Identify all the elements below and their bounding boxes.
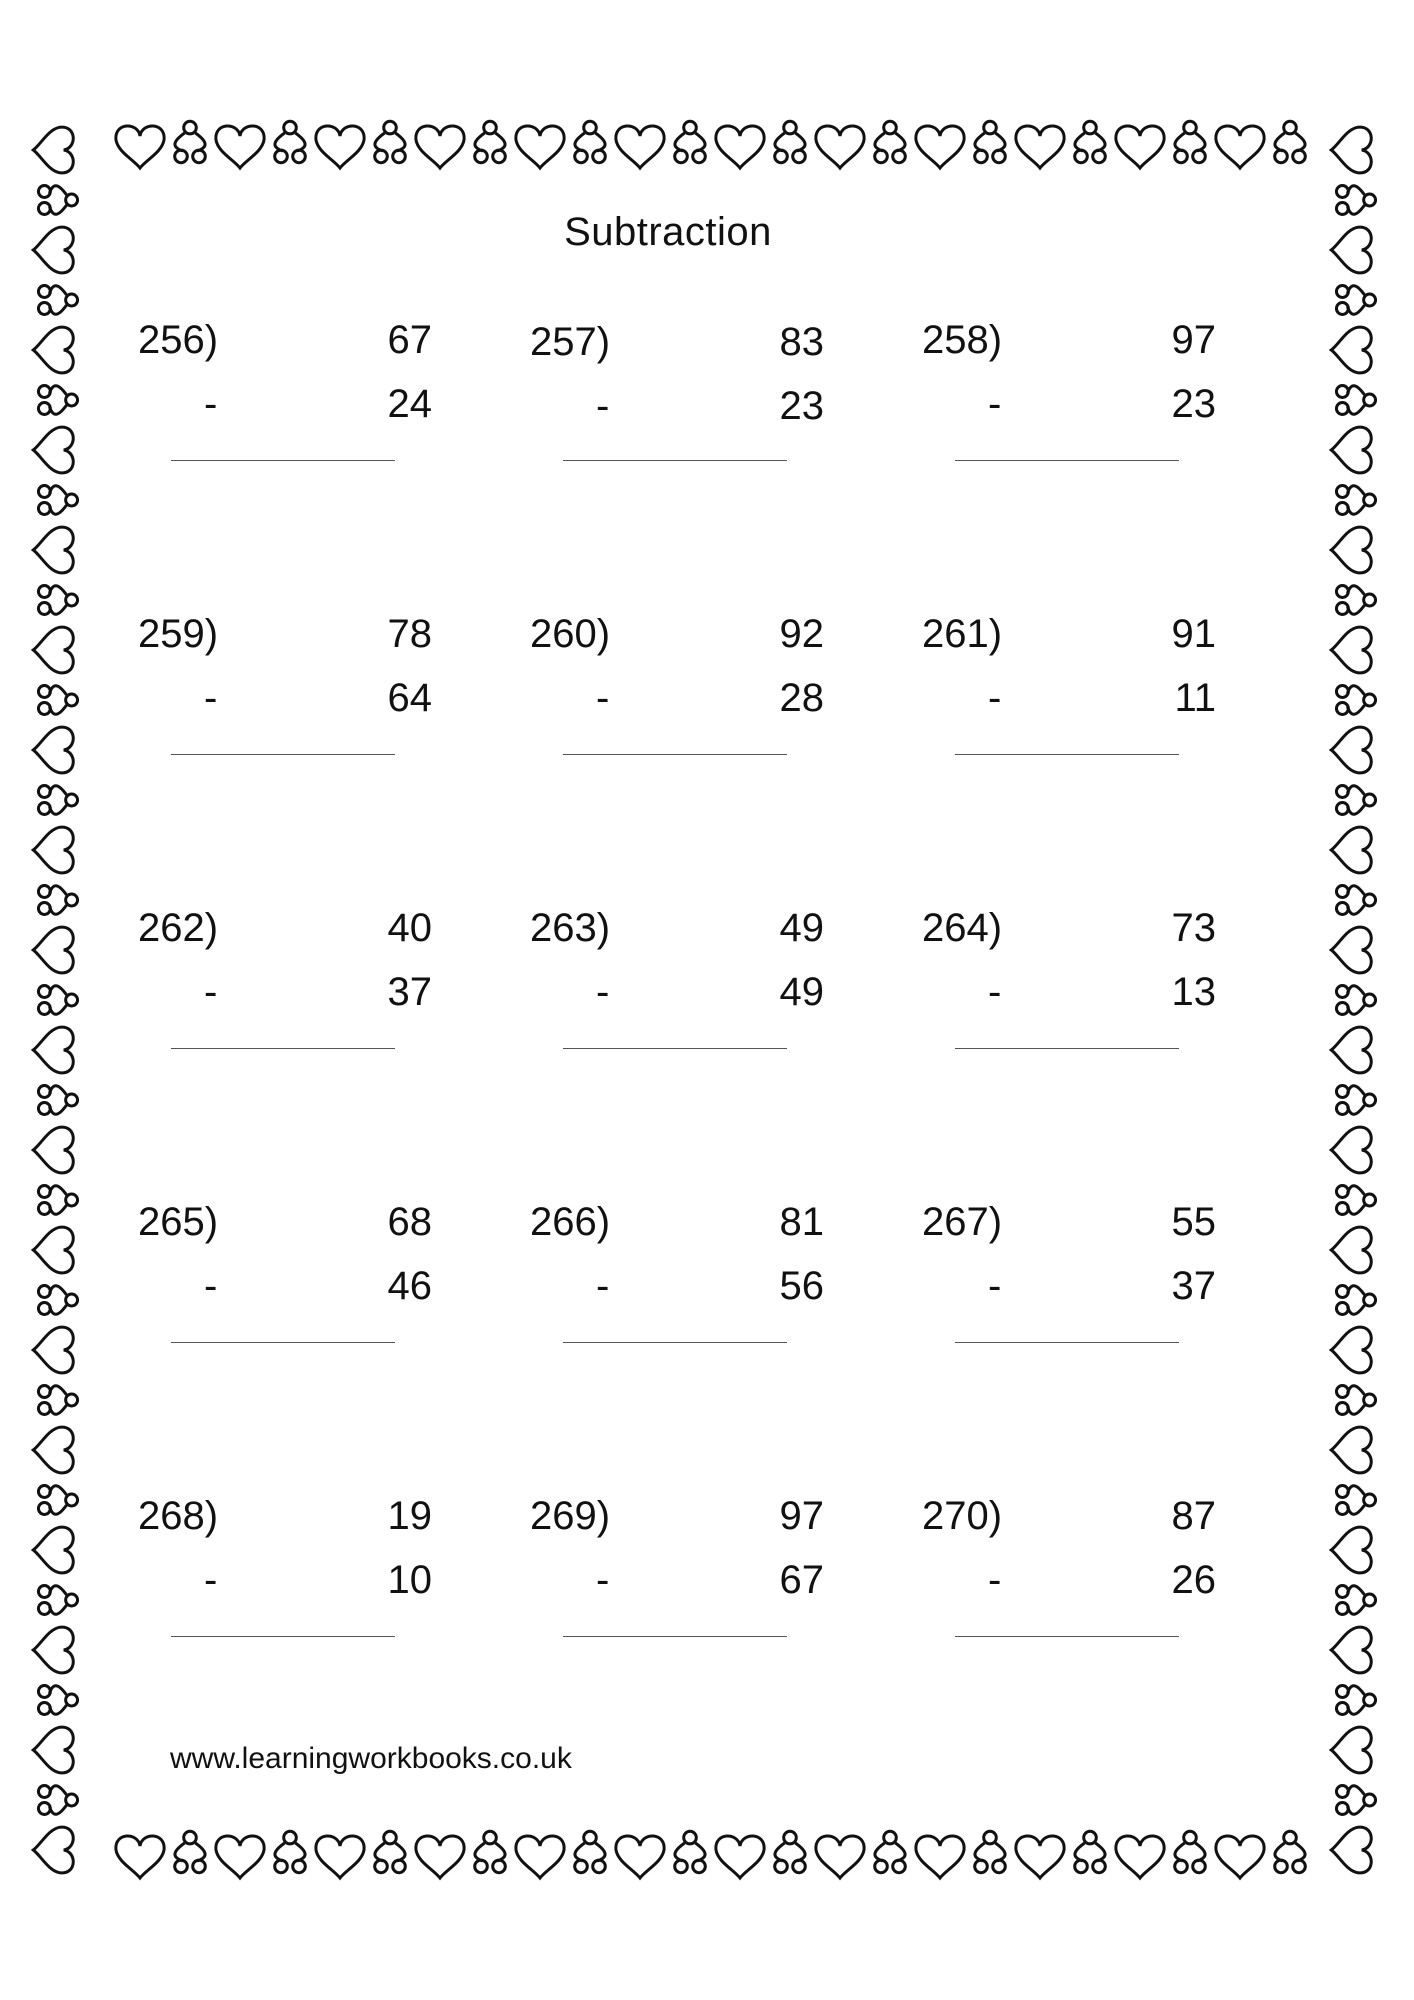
- minuend: 49: [779, 906, 824, 950]
- loop-icon: [275, 121, 306, 162]
- problem-number: 265): [138, 1200, 219, 1244]
- loop-icon: [975, 1831, 1006, 1872]
- answer-line: [563, 1342, 787, 1343]
- problem-256: [138, 318, 498, 518]
- heart-icon: [33, 1827, 73, 1873]
- problem-number: 263): [530, 906, 611, 950]
- heart-icon: [116, 1836, 164, 1878]
- problem-number: 258): [922, 318, 1003, 362]
- heart-icon: [316, 1836, 364, 1878]
- heart-icon: [816, 126, 864, 168]
- subtrahend: 46: [387, 1264, 432, 1308]
- problem-270: [922, 1494, 1282, 1694]
- subtrahend: 56: [779, 1264, 824, 1308]
- subtrahend: 37: [1171, 1264, 1216, 1308]
- problem-number: 269): [530, 1494, 611, 1538]
- heart-icon: [416, 126, 464, 168]
- heart-icon: [1331, 1027, 1371, 1073]
- answer-line: [955, 754, 1179, 755]
- loop-icon: [38, 586, 77, 615]
- loop-icon: [575, 1831, 606, 1872]
- heart-icon: [316, 126, 364, 168]
- heart-icon: [1331, 1427, 1371, 1473]
- loop-icon: [1336, 786, 1375, 815]
- minus-sign: -: [596, 1264, 610, 1308]
- loop-icon: [1336, 386, 1375, 415]
- loop-icon: [38, 1286, 77, 1315]
- heart-icon: [1331, 227, 1371, 273]
- loop-icon: [875, 121, 906, 162]
- loop-icon: [1336, 986, 1375, 1015]
- subtrahend: 26: [1171, 1558, 1216, 1602]
- heart-icon: [33, 127, 73, 173]
- minuend: 87: [1171, 1494, 1216, 1538]
- loop-icon: [38, 486, 77, 515]
- heart-icon: [33, 527, 73, 573]
- loop-icon: [38, 1486, 77, 1515]
- heart-icon: [33, 1727, 73, 1773]
- minuend: 19: [387, 1494, 432, 1538]
- answer-line: [955, 1048, 1179, 1049]
- loop-icon: [675, 121, 706, 162]
- heart-icon: [1331, 727, 1371, 773]
- loop-icon: [1336, 1486, 1375, 1515]
- answer-line: [171, 1342, 395, 1343]
- heart-icon: [1331, 1527, 1371, 1573]
- loop-icon: [38, 1686, 77, 1715]
- heart-icon: [1331, 827, 1371, 873]
- answer-line: [563, 1636, 787, 1637]
- heart-icon: [33, 1527, 73, 1573]
- heart-icon: [216, 126, 264, 168]
- minuend: 68: [387, 1200, 432, 1244]
- subtrahend: 64: [387, 676, 432, 720]
- answer-line: [955, 1636, 1179, 1637]
- heart-icon: [1331, 1827, 1371, 1873]
- minus-sign: -: [204, 970, 218, 1014]
- loop-icon: [575, 121, 606, 162]
- problem-number: 257): [530, 320, 611, 364]
- loop-icon: [275, 1831, 306, 1872]
- minuend: 97: [1171, 318, 1216, 362]
- minus-sign: -: [204, 1264, 218, 1308]
- minuend: 73: [1171, 906, 1216, 950]
- answer-line: [955, 1342, 1179, 1343]
- problem-number: 266): [530, 1200, 611, 1244]
- loop-icon: [1336, 486, 1375, 515]
- subtrahend: 67: [779, 1558, 824, 1602]
- loop-icon: [1336, 1186, 1375, 1215]
- minuend: 78: [387, 612, 432, 656]
- loop-icon: [875, 1831, 906, 1872]
- heart-icon: [616, 1836, 664, 1878]
- answer-line: [563, 1048, 787, 1049]
- heart-icon: [1331, 1327, 1371, 1373]
- problem-267: [922, 1200, 1282, 1400]
- answer-line: [171, 1636, 395, 1637]
- heart-icon: [33, 727, 73, 773]
- loop-icon: [1336, 1086, 1375, 1115]
- minus-sign: -: [988, 1558, 1002, 1602]
- loop-icon: [675, 1831, 706, 1872]
- loop-icon: [1075, 1831, 1106, 1872]
- loop-icon: [1275, 1831, 1306, 1872]
- loop-icon: [475, 121, 506, 162]
- heart-icon: [1216, 126, 1264, 168]
- minus-sign: -: [988, 382, 1002, 426]
- loop-icon: [1336, 286, 1375, 315]
- minuend: 81: [779, 1200, 824, 1244]
- answer-line: [171, 754, 395, 755]
- minuend: 91: [1171, 612, 1216, 656]
- loop-icon: [1336, 686, 1375, 715]
- heart-icon: [916, 126, 964, 168]
- heart-icon: [33, 927, 73, 973]
- subtrahend: 13: [1171, 970, 1216, 1014]
- heart-icon: [1331, 427, 1371, 473]
- loop-icon: [38, 986, 77, 1015]
- loop-icon: [775, 121, 806, 162]
- problem-266: [530, 1200, 890, 1400]
- heart-icon: [1331, 627, 1371, 673]
- answer-line: [171, 1048, 395, 1049]
- minuend: 92: [779, 612, 824, 656]
- heart-icon: [1331, 327, 1371, 373]
- loop-icon: [775, 1831, 806, 1872]
- heart-icon: [33, 327, 73, 373]
- minuend: 55: [1171, 1200, 1216, 1244]
- loop-icon: [175, 1831, 206, 1872]
- loop-icon: [1336, 1286, 1375, 1315]
- heart-icon: [1116, 126, 1164, 168]
- heart-icon: [116, 126, 164, 168]
- heart-icon: [33, 1227, 73, 1273]
- minuend: 40: [387, 906, 432, 950]
- loop-icon: [1275, 121, 1306, 162]
- minus-sign: -: [204, 1558, 218, 1602]
- problem-264: [922, 906, 1282, 1106]
- problem-number: 260): [530, 612, 611, 656]
- heart-icon: [1331, 1727, 1371, 1773]
- heart-icon: [1016, 1836, 1064, 1878]
- heart-icon: [33, 1127, 73, 1173]
- problem-number: 268): [138, 1494, 219, 1538]
- heart-icon: [716, 126, 764, 168]
- problem-number: 262): [138, 906, 219, 950]
- loop-icon: [38, 1386, 77, 1415]
- heart-icon: [33, 627, 73, 673]
- loop-icon: [38, 1786, 77, 1815]
- subtrahend: 49: [779, 970, 824, 1014]
- heart-icon: [1331, 1627, 1371, 1673]
- minus-sign: -: [988, 676, 1002, 720]
- minuend: 97: [779, 1494, 824, 1538]
- problem-number: 264): [922, 906, 1003, 950]
- problem-257: [530, 320, 890, 520]
- heart-icon: [216, 1836, 264, 1878]
- answer-line: [563, 754, 787, 755]
- heart-icon: [416, 1836, 464, 1878]
- heart-icon: [33, 1027, 73, 1073]
- loop-icon: [38, 286, 77, 315]
- heart-icon: [1016, 126, 1064, 168]
- loop-icon: [175, 121, 206, 162]
- problem-number: 256): [138, 318, 219, 362]
- loop-icon: [975, 121, 1006, 162]
- heart-icon: [1216, 1836, 1264, 1878]
- loop-icon: [1336, 1786, 1375, 1815]
- problem-number: 261): [922, 612, 1003, 656]
- loop-icon: [38, 1186, 77, 1215]
- problem-number: 270): [922, 1494, 1003, 1538]
- problem-261: [922, 612, 1282, 812]
- problem-269: [530, 1494, 890, 1694]
- problem-268: [138, 1494, 498, 1694]
- loop-icon: [1336, 1686, 1375, 1715]
- heart-icon: [1331, 127, 1371, 173]
- heart-icon: [616, 126, 664, 168]
- subtrahend: 37: [387, 970, 432, 1014]
- loop-icon: [38, 686, 77, 715]
- answer-line: [955, 460, 1179, 461]
- loop-icon: [38, 386, 77, 415]
- loop-icon: [1336, 1386, 1375, 1415]
- minus-sign: -: [988, 1264, 1002, 1308]
- problem-265: [138, 1200, 498, 1400]
- heart-icon: [33, 827, 73, 873]
- heart-icon: [916, 1836, 964, 1878]
- loop-icon: [38, 786, 77, 815]
- subtrahend: 10: [387, 1558, 432, 1602]
- heart-icon: [1116, 1836, 1164, 1878]
- loop-icon: [1075, 121, 1106, 162]
- heart-icon: [816, 1836, 864, 1878]
- loop-icon: [38, 886, 77, 915]
- subtrahend: 11: [1174, 676, 1216, 720]
- loop-icon: [1336, 1586, 1375, 1615]
- minus-sign: -: [596, 1558, 610, 1602]
- heart-icon: [33, 1327, 73, 1373]
- heart-icon: [1331, 1127, 1371, 1173]
- minus-sign: -: [596, 676, 610, 720]
- page-title: Subtraction: [564, 210, 772, 254]
- loop-icon: [375, 121, 406, 162]
- subtrahend: 23: [779, 384, 824, 428]
- heart-icon: [33, 1427, 73, 1473]
- subtrahend: 28: [779, 676, 824, 720]
- minus-sign: -: [596, 970, 610, 1014]
- loop-icon: [38, 1586, 77, 1615]
- loop-icon: [1175, 121, 1206, 162]
- minus-sign: -: [204, 676, 218, 720]
- loop-icon: [38, 1086, 77, 1115]
- problem-262: [138, 906, 498, 1106]
- loop-icon: [475, 1831, 506, 1872]
- heart-icon: [1331, 1227, 1371, 1273]
- subtrahend: 23: [1171, 382, 1216, 426]
- problem-258: [922, 318, 1282, 518]
- answer-line: [563, 460, 787, 461]
- answer-line: [171, 460, 395, 461]
- heart-icon: [33, 427, 73, 473]
- problem-number: 267): [922, 1200, 1003, 1244]
- loop-icon: [1175, 1831, 1206, 1872]
- problem-259: [138, 612, 498, 812]
- heart-icon: [1331, 527, 1371, 573]
- minus-sign: -: [988, 970, 1002, 1014]
- minus-sign: -: [204, 382, 218, 426]
- subtrahend: 24: [387, 382, 432, 426]
- heart-icon: [33, 1627, 73, 1673]
- heart-icon: [516, 126, 564, 168]
- minus-sign: -: [596, 384, 610, 428]
- website-footer: www.learningworkbooks.co.uk: [170, 1742, 572, 1775]
- heart-icon: [1331, 927, 1371, 973]
- problem-260: [530, 612, 890, 812]
- problem-263: [530, 906, 890, 1106]
- minuend: 83: [779, 320, 824, 364]
- heart-icon: [516, 1836, 564, 1878]
- loop-icon: [1336, 886, 1375, 915]
- heart-icon: [716, 1836, 764, 1878]
- problem-number: 259): [138, 612, 219, 656]
- minuend: 67: [387, 318, 432, 362]
- loop-icon: [375, 1831, 406, 1872]
- loop-icon: [1336, 586, 1375, 615]
- loop-icon: [1336, 186, 1375, 215]
